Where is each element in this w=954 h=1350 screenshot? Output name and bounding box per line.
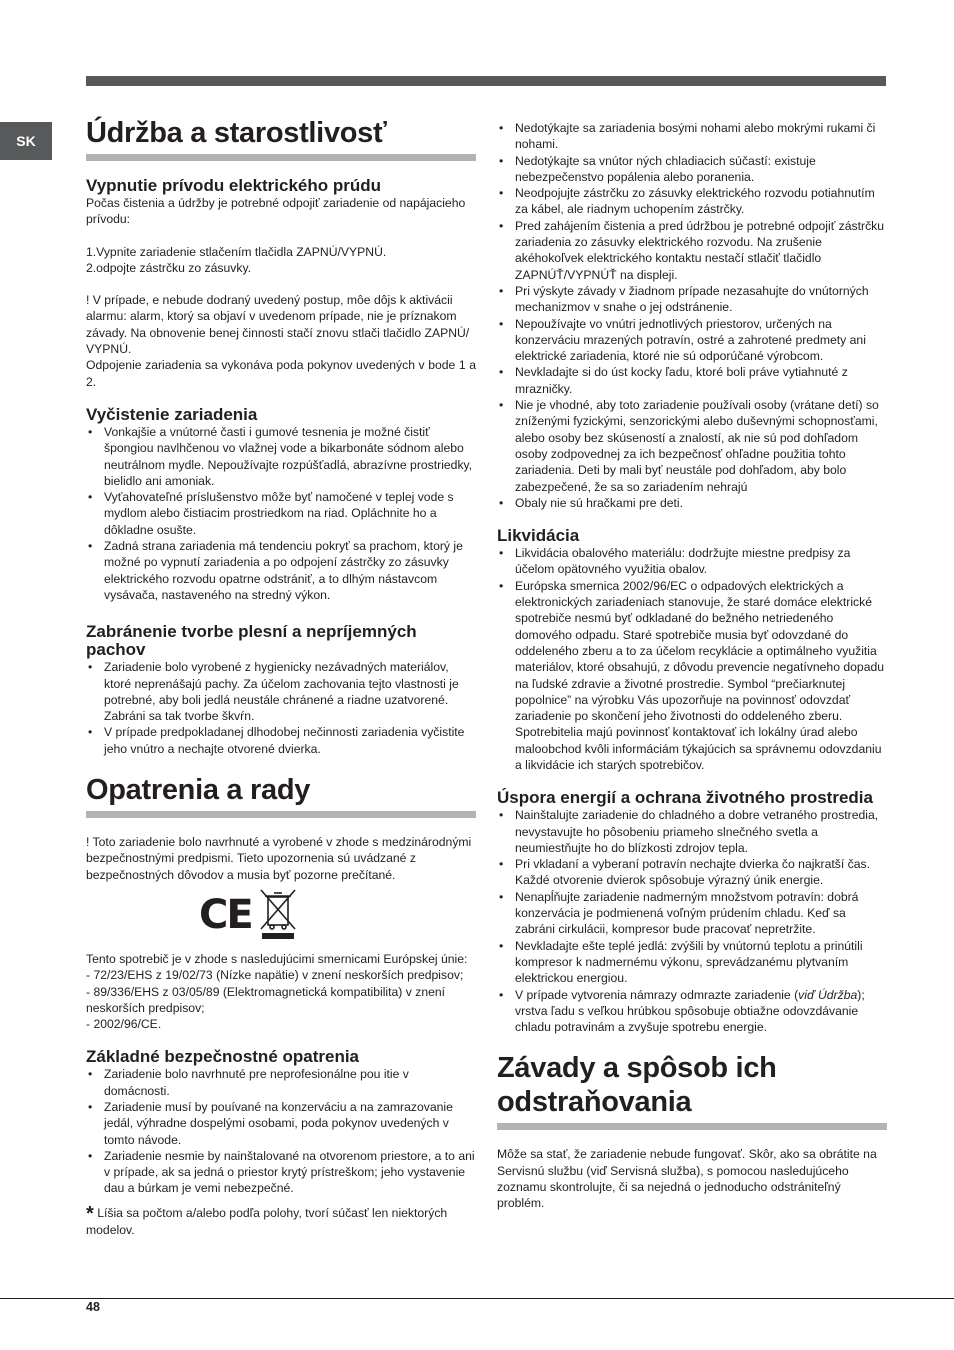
footnote-text: Líšia sa počtom a/alebo podľa polohy, tvorí súčasť len niektorých modelov. bbox=[86, 1205, 448, 1238]
crossed-bin-icon bbox=[258, 887, 298, 941]
mold-list bbox=[86, 659, 476, 757]
list-item: • Zadná strana zariadenia má tendenciu pokryť sa prachom, ktorý je možné po vypnutí zariadenia a po odpojení zástrčky zo zásuvky elektrického rozvodu opatrne odstrániť, a to dlhým nástavcom vysávača, nastaveného na stredný výkon. bbox=[86, 538, 476, 603]
paragraph: Môže sa stať, že zariadenie nebude fungovať. Skôr, ako sa obrátite na Servisnú službu (viď Servisná služba), s pomocou nasledujúceho zoznamu skontrolujte, či sa nejedná o jednoducho odstrániteľný problém. bbox=[497, 1147, 877, 1211]
heading-disposal: Likvidácia bbox=[497, 526, 580, 546]
list-item: • V prípade predpokladanej dlhodobej nečinnosti zariadenia vyčistite jeho vnútro a nechajte otvorené dvierka. bbox=[86, 724, 476, 757]
paragraph: - 89/336/EHS z 03/05/89 (Elektromagnetická kompatibilita) v znení neskorších predpisov; bbox=[86, 984, 446, 1015]
list-item bbox=[497, 987, 887, 1036]
list-item: • Nevkladajte ešte teplé jedlá: zvýšili by vnútornú teplotu a prinútili kompresor k nadmernému výkonu, sprevádzanému plytvaním elektrickou energiou. bbox=[497, 938, 887, 987]
list-item: • Pri vkladaní a vyberaní potravín nechajte dvierka čo najkratší čas. Každé otvorenie dvierok spôsobuje výrazný únik energie. bbox=[497, 856, 887, 889]
paragraph: ! Toto zariadenie bolo navrhnuté a vyrobené v zhode s medzinárodnými bezpečnostnými predpismi. Tieto upozornenia sú uvádzané z bezpečnostných dôvodov a musia byť pozorne prečítané. bbox=[86, 835, 472, 882]
conformity-marks bbox=[86, 887, 476, 945]
paragraph: 1.Vypnite zariadenie stlačením tlačidla ZAPNÚ/VYPNÚ. bbox=[86, 244, 387, 259]
item-text: ); vrstva ľadu s veľkou hrúbkou spôsobuje obtiažne odovzdávanie chladu potravinám a zvyšuje spotrebu energie. bbox=[515, 987, 865, 1035]
safety-list-continued bbox=[497, 120, 887, 511]
list-item: • Zariadenie nesmie by nainštalované na otvorenom priestore, a to ani v prípade, ak sa jedná o priestor krytý prístreškom; jeho vystavenie dau a búrkam je vemi nebezpečné. bbox=[86, 1148, 476, 1197]
section-title-maintenance: Údržba a starostlivosť bbox=[86, 116, 476, 161]
list-item: • Likvidácia obalového materiálu: dodržujte miestne predpisy za účelom opätovného využitia obalov. bbox=[497, 545, 887, 578]
paragraph: - 2002/96/CE. bbox=[86, 1017, 162, 1032]
list-item: • Neodpojujte zástrčku zo zásuvky elektrického rozvodu potiahnutím za kábel, ale riadnym uchopením zástrčky. bbox=[497, 185, 887, 218]
paragraph: Počas čistenia a údržby je potrebné odpojiť zariadenie od napájacieho prívodu: bbox=[86, 196, 466, 227]
top-rule bbox=[86, 76, 886, 86]
paragraph: - 72/23/EHS z 19/02/73 (Nízke napätie) v znení neskorších predpisov; bbox=[86, 968, 464, 983]
cleaning-list bbox=[86, 424, 476, 603]
list-item: • Zariadenie bolo navrhnuté pre neprofesionálne pou itie v domácnosti. bbox=[86, 1066, 476, 1099]
heading-cleaning: Vyčistenie zariadenia bbox=[86, 404, 258, 424]
list-item: • Európska smernica 2002/96/EC o odpadových elektrických a elektronických zariadeniach stanovuje, že staré domáce elektrické spotrebiče nesmú byť odkladané do bežného netriedeného domového odpadu. Staré spotrebiče musia byť odovzdané do oddeleného zberu a to za účelom recyklácie a optimálneho využitia materiálov, ktoré obsahujú, z dôvodu prevencie negatívneho dopadu na ľudské zdravie a životné prostredie. Symbol “prečiarknutej popolnice” na výrobku Vás upozorňuje na povinnosť odovzdať zariadenie po skončení jeho životnosti do oddeleného zberu. bbox=[497, 578, 887, 725]
page-number: 48 bbox=[86, 1300, 100, 1314]
list-item: • Nainštalujte zariadenie do chladného a dobre vetraného prostredia, nevystavujte ho pôsobeniu priameho slnečného svetla a neumiestňujte ho do blízkosti zdrojov tepla. bbox=[497, 807, 887, 856]
ce-mark: CE bbox=[199, 891, 252, 938]
section-title-troubleshooting: Závady a spôsob ich odstraňovania bbox=[497, 1051, 887, 1130]
language-tab: SK bbox=[0, 122, 52, 160]
energy-list bbox=[497, 807, 887, 1035]
list-item: • Nevkladajte si do úst kocky ľadu, ktoré boli práve vytiahnuté z mrazničky. bbox=[497, 364, 887, 397]
safety-list bbox=[86, 1066, 476, 1196]
heading-energy: Úspora energií a ochrana životného prostredia bbox=[497, 788, 873, 808]
list-item: • Nedotýkajte sa zariadenia bosými nohami alebo mokrými rukami či nohami. bbox=[497, 120, 887, 153]
list-item: • Pri výskyte závady v žiadnom prípade nezasahujte do vnútorných mechanizmov v snahe o jej odstránenie. bbox=[497, 283, 887, 316]
footnote-star: * bbox=[86, 1202, 94, 1225]
list-item: • Zariadenie musí by pouívané na konzerváciu a na zamrazovanie jedál, výhradne dospelými osobami, poda pokynov uvedených v tomto návode. bbox=[86, 1099, 476, 1148]
footnote bbox=[86, 1202, 476, 1239]
list-item: • Vyťahovateľné príslušenstvo môže byť namočené v teplej vode s mydlom alebo čistiacim prostriedkom na riad. Opláchnite ho a dôkladne osušte. bbox=[86, 489, 476, 538]
heading-mold: Zabránenie tvorbe plesní a nepríjemných pachov bbox=[86, 622, 417, 660]
heading-power-off: Vypnutie prívodu elektrického prúdu bbox=[86, 176, 382, 195]
item-text: V prípade vytvorenia námrazy odmrazte zariadenie ( bbox=[515, 987, 799, 1002]
right-column bbox=[497, 120, 887, 1212]
list-item: • Nepoužívajte vo vnútri jednotlivých priestorov, určených na konzerváciu mrazených potravín, ostré a zahrotené predmety ani elektrické zariadenia, ktoré nie sú odporúčané výrobcom. bbox=[497, 316, 887, 365]
paragraph: ! V prípade, e nebude dodraný uvedený postup, môe dôjs k aktivácii alarmu: alarm, ktorý sa objaví v uvedenom prípade, nie je príznakom závady. Na obnovenie benej činnosti stačí znovu stlači tlačidlo ZAPNÚ/ VYPNÚ. bbox=[86, 293, 470, 357]
paragraph: Odpojenie zariadenia sa vykonáva poda pokynov uvedených v bode 1 a 2. bbox=[86, 358, 476, 389]
list-item: • Nenapĺňujte zariadenie nadmerným množstvom potravín: dobrá konzervácia je podmienená voľným prúdením chladu. Keď sa zabráni cirkulácii, kompresor bude pracovať nepretržite. bbox=[497, 889, 887, 938]
list-item: • Pred zahájením čistenia a pred údržbou je potrebné odpojiť zástrčku zariadenia zo zásuvky elektrického rozvodu. Na zrušenie akéhokoľvek elektrického kontaktu nestačí stlačiť tlačidlo ZAPNÚŤ/VYPNÚŤ na displeji. bbox=[497, 218, 887, 283]
footer-rule bbox=[0, 1298, 954, 1299]
disposal-list bbox=[497, 545, 887, 724]
list-item: • Nie je vhodné, aby toto zariadenie používali osoby (vrátane detí) so zníženými fyzickými, senzorickými alebo duševnými schopnosťami, alebo osoby bez skúseností a znalostí, ak nie sú pod dohľadom osoby zodpovednej za ich bezpečnosť ohľadne použitia tohto zariadenia. Deti by mali byť neustále pod dohľadom, aby bolo zabezpečené, že sa so zariadením nehrajú bbox=[497, 397, 887, 495]
left-column bbox=[86, 116, 476, 1238]
list-item: • Vonkajšie a vnútorné časti i gumové tesnenia je možné čistiť špongiou navlhčenou vo vlažnej vode a bikarbonáte sódnom alebo neutrálnom mydle. Nepoužívajte rozpúšťadlá, abrazívne prostriedky, bielidlo ani amoniak. bbox=[86, 424, 476, 489]
list-item: • Obaly nie sú hračkami pre deti. bbox=[497, 495, 887, 511]
list-item: • Zariadenie bolo vyrobené z hygienicky nezávadných materiálov, ktoré neprenášajú pachy. Za účelom zachovania tejto vlastnosti je potrebné, aby boli jedlá neustále chránené a riadne uzatvorené. Zabráni sa tak tvorbe škvŕn. bbox=[86, 659, 476, 724]
maintenance-reference: viď Údržba bbox=[798, 987, 858, 1002]
list-item: • Nedotýkajte sa vnútor ných chladiacich súčastí: existuje nebezpečenstvo popálenia alebo poranenia. bbox=[497, 153, 887, 186]
heading-basic-safety: Základné bezpečnostné opatrenia bbox=[86, 1047, 360, 1067]
section-title-precautions: Opatrenia a rady bbox=[86, 773, 476, 818]
paragraph: Tento spotrebič je v zhode s nasledujúcimi smernicami Európskej únie: bbox=[86, 951, 468, 966]
paragraph: 2.odpojte zástrčku zo zásuvky. bbox=[86, 260, 252, 275]
paragraph: Spotrebitelia majú povinnosť kontaktovať ich lokálny úrad alebo maloobchod kvôli informáciám týkajúcich sa správnemu odovzdaniu a likvidácie ich starých spotrebičov. bbox=[515, 725, 882, 772]
